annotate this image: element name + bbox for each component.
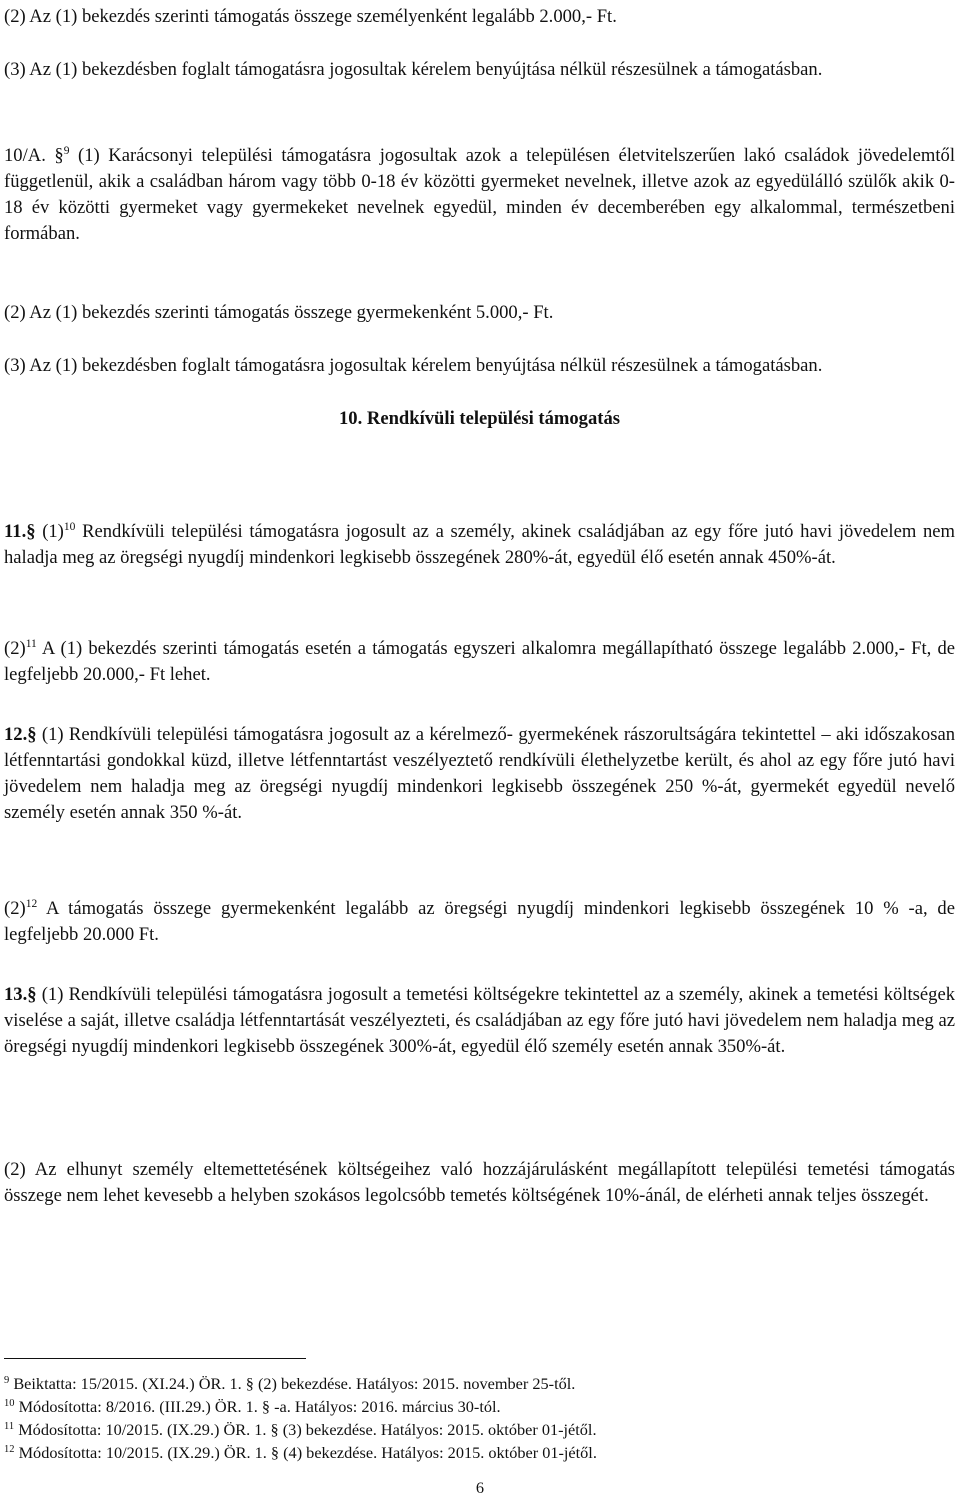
footnote-number: 10: [4, 1398, 15, 1409]
footnote-ref: 12: [25, 898, 38, 910]
footnote-number: 9: [4, 1375, 10, 1386]
section-sign: §: [27, 724, 37, 745]
section-12-paragraph-2: [4, 896, 955, 948]
paragraph-text: (2) Az (1) bekezdés szerinti támogatás összege gyermekenként 5.000,- Ft.: [4, 302, 554, 323]
section-10a-paragraph-3: [4, 353, 955, 379]
section-number: 13.: [4, 984, 28, 1005]
footnote-separator: [4, 1358, 306, 1359]
section-10a-paragraph-1: [4, 143, 955, 247]
section-number: 11.: [4, 521, 27, 542]
paragraph-text: A (1) bekezdés szerinti támogatás esetén a támogatás egyszeri alkalomra megállapítható összege legalább 2.000,- Ft, de legfeljebb 20.000,- Ft lehet.: [4, 638, 955, 685]
paragraph-number: (1): [35, 521, 64, 542]
paragraph-text: (1) Karácsonyi települési támogatásra jogosultak azok a településen életvitelszerűen lakó családok jövedelemtől függetlenül, akik a családban három vagy több 0-18 év közötti gyermeket nevelnek, illetve azok az egyedülálló szülők akik 0-18 év közötti gyermeket vagy gyermekeket nevelnek egyedül, minden év decemberében egy alkalommal, természetbeni formában.: [4, 145, 955, 244]
footnote-number: 11: [4, 1421, 15, 1432]
section-13-paragraph-1: [4, 982, 955, 1060]
footnote-text: Beiktatta: 15/2015. (XI.24.) ÖR. 1. § (2) bekezdése. Hatályos: 2015. november 25-től.: [9, 1374, 576, 1393]
paragraph-top-2: [4, 57, 955, 83]
footnote-number: 12: [4, 1444, 15, 1455]
paragraph-number: (2): [4, 638, 26, 659]
section-number: 10/A.: [4, 145, 46, 166]
footnote-text: Módosította: 8/2016. (III.29.) ÖR. 1. § -a. Hatályos: 2016. március 30-tól.: [14, 1397, 501, 1416]
footnote-text: Módosította: 10/2015. (IX.29.) ÖR. 1. § (4) bekezdése. Hatályos: 2015. október 01-jétől.: [14, 1443, 597, 1462]
paragraph-text: (2) Az (1) bekezdés szerinti támogatás összege személyenként legalább 2.000,- Ft.: [4, 6, 617, 27]
footnote-ref: 10: [63, 521, 76, 533]
section-13-paragraph-2: [4, 1157, 955, 1209]
paragraph-top-1: [4, 4, 955, 30]
section-11-paragraph-2: [4, 636, 955, 688]
paragraph-text: (2) Az elhunyt személy eltemettetésének költségeihez való hozzájárulásként megállapított települési temetési támogatás összege nem lehet kevesebb a helyben szokásos legolcsóbb temetés költségének 10%-ánál, de elérheti annak teljes összegét.: [4, 1159, 955, 1206]
footnote-item: [4, 1372, 955, 1395]
section-10a-paragraph-2: [4, 300, 955, 326]
chapter-heading: 10. Rendkívüli települési támogatás: [339, 408, 620, 429]
footnotes: [4, 1372, 955, 1464]
paragraph-text: (3) Az (1) bekezdésben foglalt támogatásra jogosultak kérelem benyújtása nélkül részesülnek a támogatásban.: [4, 355, 823, 376]
section-number: 12.: [4, 724, 28, 745]
footnote-item: [4, 1395, 955, 1418]
section-sign: §: [26, 521, 36, 542]
footnote-ref: 9: [63, 145, 70, 157]
page-number: 6: [475, 1478, 485, 1497]
footnote-ref: 11: [25, 638, 37, 650]
paragraph-text: (3) Az (1) bekezdésben foglalt támogatásra jogosultak kérelem benyújtása nélkül részesülnek a támogatásban.: [4, 59, 823, 80]
section-11-paragraph-1: [4, 519, 955, 571]
section-sign: §: [27, 984, 37, 1005]
paragraph-text: A támogatás összege gyermekenként legalább az öregségi nyugdíj mindenkori legkisebb összegének 10 % -a, de legfeljebb 20.000 Ft.: [4, 898, 955, 945]
footnote-item: [4, 1418, 955, 1441]
paragraph-text: Rendkívüli települési támogatásra jogosult az a személy, akinek családjában az egy főre jutó havi jövedelem nem haladja meg az öregségi nyugdíj mindenkori legkisebb összegének 280%-át, egyedül élő esetén annak 450%-át.: [4, 521, 955, 568]
paragraph-text: (1) Rendkívüli települési támogatásra jogosult a temetési költségekre tekintettel az a személy, akinek a temetési költségek viselése a saját, illetve családja létfenntartását veszélyezteti, és családjában az egy főre jutó havi jövedelem nem haladja meg az öregségi nyugdíj mindenkori legkisebb összegének 300%-át, egyedül élő személy esetén annak 350%-át.: [4, 984, 955, 1057]
paragraph-text: (1) Rendkívüli települési támogatásra jogosult az a kérelmező- gyermekének rászorultságára tekintettel – aki időszakosan létfenntartási gondokkal küzd, illetve létfenntartást veszélyeztető rendkívüli élethelyzetbe került, és ahol az egy főre jutó havi jövedelem nem haladja meg az öregségi nyugdíj mindenkori legkisebb összegének 250 %-át, gyermekét egyedül nevelő személy esetén annak 350 %-át.: [4, 724, 955, 823]
section-sign: §: [54, 145, 64, 166]
footnote-item: [4, 1441, 955, 1464]
footnote-text: Módosította: 10/2015. (IX.29.) ÖR. 1. § (3) bekezdése. Hatályos: 2015. október 01-jétől.: [14, 1420, 597, 1439]
paragraph-number: (2): [4, 898, 26, 919]
section-12-paragraph-1: [4, 722, 955, 826]
